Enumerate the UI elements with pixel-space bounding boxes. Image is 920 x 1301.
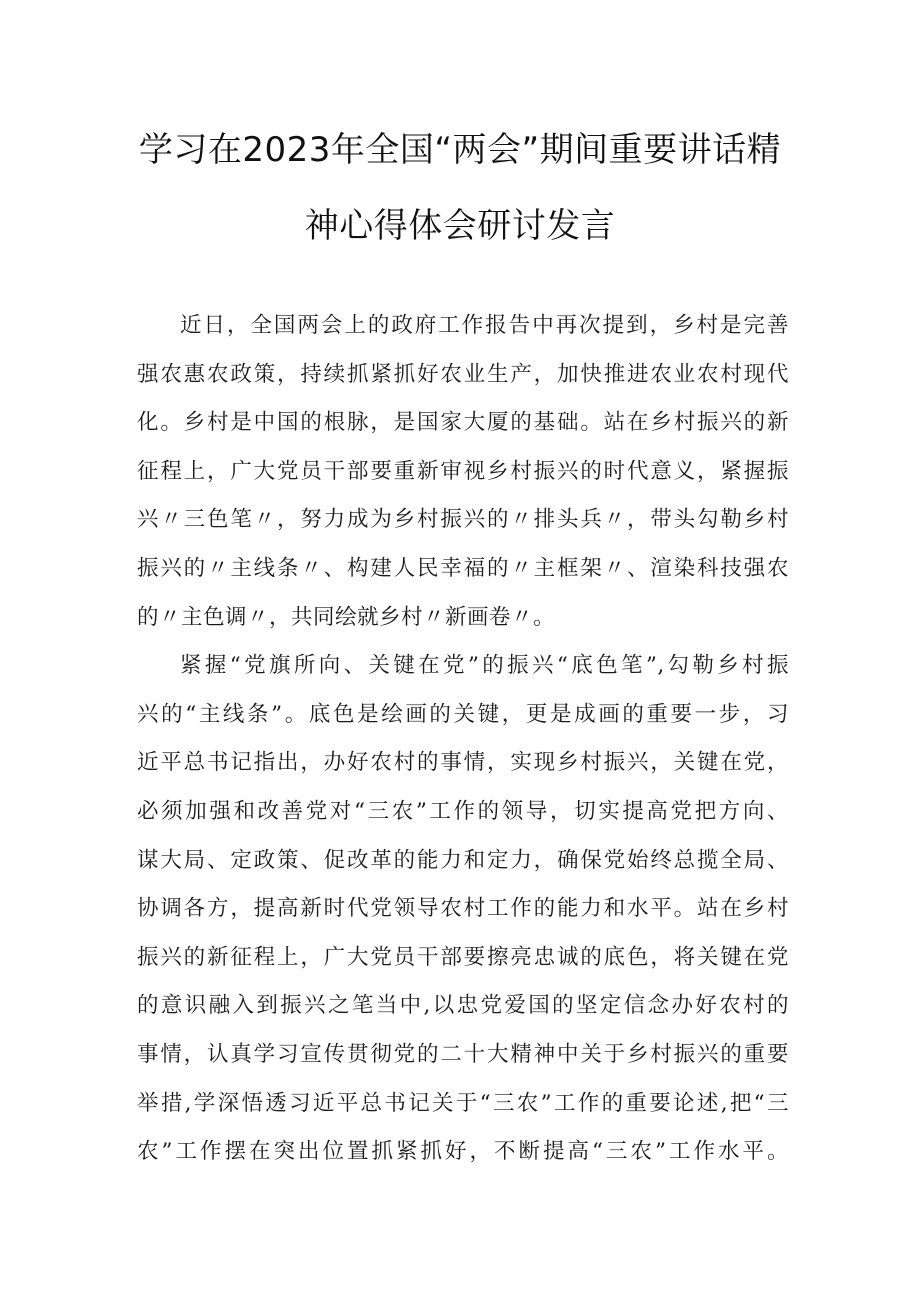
document-title bbox=[130, 112, 790, 264]
text-line: 兴〃三色笔〃，努力成为乡村振兴的〃排头兵〃，带头勾勒乡村 bbox=[137, 507, 789, 533]
text-line: 举措,学深悟透习近平总书记关于“三农”工作的重要论述,把“三 bbox=[137, 1090, 789, 1116]
text-line: 农”工作摆在突出位置抓紧抓好，不断提高“三农”工作水平。 bbox=[137, 1139, 789, 1165]
text-line: 协调各方，提高新时代党领导农村工作的能力和水平。站在乡村 bbox=[137, 896, 789, 922]
title-line: 神心得体会研讨发言 bbox=[304, 206, 616, 246]
text-line: 谋大局、定政策、促改革的能力和定力，确保党始终总揽全局、 bbox=[137, 847, 789, 873]
text-line: 振兴的〃主线条〃、构建人民幸福的〃主框架〃、渲染科技强农 bbox=[137, 555, 789, 581]
text-line: 必须加强和改善党对“三农”工作的领导，切实提高党把方向、 bbox=[137, 798, 789, 824]
text-line: 征程上，广大党员干部要重新审视乡村振兴的时代意义，紧握振 bbox=[137, 458, 789, 484]
text-line: 紧握“党旗所向、关键在党”的振兴“底色笔”,勾勒乡村振 bbox=[180, 653, 789, 679]
paragraph bbox=[137, 642, 789, 1177]
text-line: 兴的“主线条”。底色是绘画的关键，更是成画的重要一步，习 bbox=[137, 701, 789, 727]
text-line: 化。乡村是中国的根脉，是国家大厦的基础。站在乡村振兴的新 bbox=[137, 410, 789, 436]
document-body bbox=[137, 302, 789, 1177]
text-line: 近平总书记指出，办好农村的事情，实现乡村振兴，关键在党， bbox=[137, 750, 789, 776]
text-line: 事情，认真学习宣传贯彻党的二十大精神中关于乡村振兴的重要 bbox=[137, 1041, 789, 1067]
text-line: 强农惠农政策，持续抓紧抓好农业生产，加快推进农业农村现代 bbox=[137, 361, 789, 387]
text-line: 的〃主色调〃，共同绘就乡村〃新画卷〃。 bbox=[137, 604, 556, 630]
paragraph bbox=[137, 302, 789, 642]
text-line: 近日，全国两会上的政府工作报告中再次提到，乡村是完善 bbox=[180, 313, 789, 338]
text-line: 的意识融入到振兴之笔当中,以忠党爱国的坚定信念办好农村的 bbox=[137, 993, 789, 1019]
text-line: 振兴的新征程上，广大党员干部要擦亮忠诚的底色，将关键在党 bbox=[137, 944, 789, 970]
title-line: 学习在2023年全国“两会”期间重要讲话精 bbox=[138, 130, 782, 170]
